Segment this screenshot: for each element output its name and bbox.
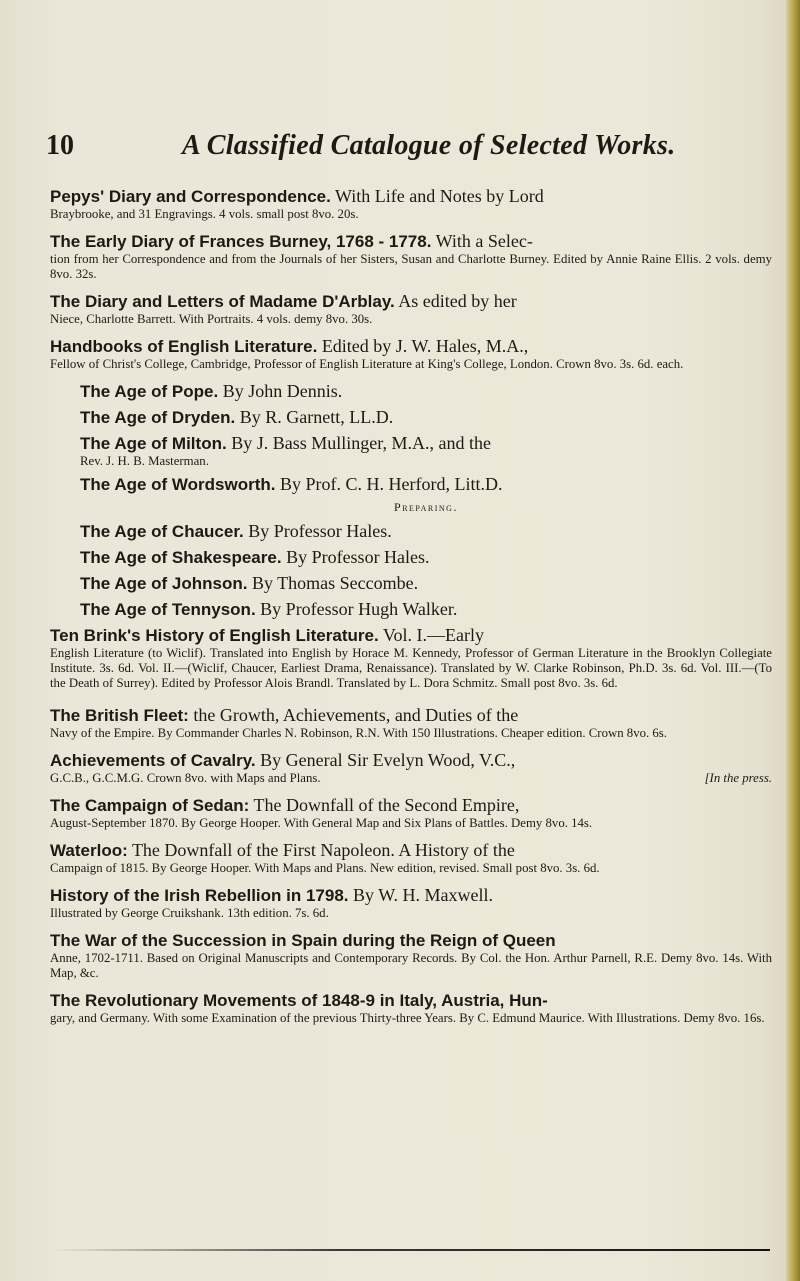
running-title: A Classified Catalogue of Selected Works. — [182, 130, 676, 161]
catalogue-subentry — [50, 599, 772, 620]
entry-title-rest: Edited by J. W. Hales, M.A., — [317, 336, 529, 356]
entry-title: The Campaign of Sedan: — [50, 796, 250, 815]
entry-title-rest: By J. Bass Mullinger, M.A., and the — [226, 433, 491, 453]
catalogue-subentry — [50, 573, 772, 594]
page-number: 10 — [46, 130, 74, 161]
catalogue-entry — [50, 705, 772, 741]
entry-detail: August-September 1870. By George Hooper. With General Map and Six Plans of Battles. Demy 8vo. 14s. — [50, 816, 593, 830]
entry-title: The Age of Wordsworth. — [80, 475, 276, 494]
page-edge — [786, 0, 800, 1281]
entry-title-rest: By Professor Hugh Walker. — [255, 599, 458, 619]
entry-title-rest: Vol. I.—Early — [378, 625, 484, 645]
entry-title-rest: The Downfall of the Second Empire, — [249, 795, 520, 815]
entry-title: Achievements of Cavalry. — [50, 751, 256, 770]
entry-title: Waterloo: — [50, 841, 128, 860]
catalogue-subentry — [50, 433, 772, 469]
press-note: [In the press. — [704, 771, 772, 785]
entry-title: The War of the Succession in Spain during the Reign of Queen — [50, 931, 556, 950]
entry-detail: Navy of the Empire. By Commander Charles N. Robinson, R.N. With 150 Illustrations. Cheaper edition. Crown 8vo. 6s. — [50, 726, 667, 740]
entry-title: The Age of Chaucer. — [80, 522, 244, 541]
entry-title-rest: By John Dennis. — [218, 381, 343, 401]
entry-title: History of the Irish Rebellion in 1798. — [50, 886, 349, 905]
entry-title-rest: By Professor Hales. — [243, 521, 392, 541]
catalogue-entry — [50, 885, 772, 921]
entry-title: The Age of Pope. — [80, 382, 219, 401]
entry-title: The Revolutionary Movements of 1848-9 in Italy, Austria, Hun- — [50, 991, 548, 1010]
entry-title-rest: By Thomas Seccombe. — [247, 573, 419, 593]
catalogue-subentry — [50, 381, 772, 402]
entry-title-rest: By Prof. C. H. Herford, Litt.D. — [275, 474, 503, 494]
catalogue-subentry — [50, 521, 772, 542]
catalogue-subentry — [50, 474, 772, 495]
entry-title-rest: By Professor Hales. — [281, 547, 430, 567]
entry-detail: Niece, Charlotte Barrett. With Portraits. 4 vols. demy 8vo. 30s. — [50, 312, 373, 326]
catalogue-entry — [50, 930, 772, 981]
entry-title-rest: As edited by her — [394, 291, 517, 311]
entry-title: Pepys' Diary and Correspondence. — [50, 187, 331, 206]
entry-detail: gary, and Germany. With some Examination of the previous Thirty-three Years. By C. Edmund Maurice. With Illustrations. Demy 8vo. 16s. — [50, 1011, 765, 1025]
entry-title-rest: By W. H. Maxwell. — [348, 885, 494, 905]
catalogue-entry — [50, 625, 772, 691]
catalogue-entry — [50, 795, 772, 831]
entry-title: The Age of Johnson. — [80, 574, 248, 593]
catalogue-subentry — [50, 547, 772, 568]
preparing-label: Preparing. — [394, 500, 458, 514]
entry-detail: English Literature (to Wiclif). Translated into English by Horace M. Kennedy, Professor of German Literature in the Brooklyn Collegiate Institute. 3s. 6d. Vol. II.—(Wiclif, Chaucer, Earliest Drama, Renaissance). Translated by W. Clarke Robinson, Ph.D. 3s. 6d. Vol. III.—(To the Death of Surrey). Edited by Professor Alois Brandl. Translated by L. Dora Schmitz. Small post 8vo. 3s. 6d. — [50, 646, 772, 690]
entry-title: Ten Brink's History of English Literature. — [50, 626, 379, 645]
entry-detail: Braybrooke, and 31 Engravings. 4 vols. small post 8vo. 20s. — [50, 207, 359, 221]
entry-title-rest: With a Selec- — [431, 231, 533, 251]
catalogue-subentry — [50, 407, 772, 428]
entry-title: The Age of Shakespeare. — [80, 548, 282, 567]
entry-title-rest: By R. Garnett, LL.D. — [235, 407, 394, 427]
entry-title: The British Fleet: — [50, 706, 189, 725]
catalogue-entry — [50, 186, 772, 222]
entry-title: The Early Diary of Frances Burney, 1768 - 1778. — [50, 232, 432, 251]
entry-detail: G.C.B., G.C.M.G. Crown 8vo. with Maps and Plans. — [50, 771, 321, 785]
entry-title: The Age of Tennyson. — [80, 600, 256, 619]
entry-title-rest: With Life and Notes by Lord — [330, 186, 544, 206]
entry-detail: Anne, 1702-1711. Based on Original Manuscripts and Contemporary Records. By Col. the Hon. Arthur Parnell, R.E. Demy 8vo. 14s. With Map, &c. — [50, 951, 772, 980]
catalogue-entry — [50, 336, 772, 372]
entry-title: The Age of Dryden. — [80, 408, 236, 427]
entry-title-rest: The Downfall of the First Napoleon. A History of the — [127, 840, 515, 860]
entry-title: The Age of Milton. — [80, 434, 227, 453]
catalogue-entry — [50, 840, 772, 876]
entry-detail: Rev. J. H. B. Masterman. — [80, 454, 209, 468]
entry-detail: tion from her Correspondence and from the Journals of her Sisters, Susan and Charlotte Burney. Edited by Annie Raine Ellis. 2 vols. demy 8vo. 32s. — [50, 252, 772, 281]
catalogue-entry — [50, 231, 772, 282]
catalogue-entry — [50, 750, 772, 786]
entry-title: Handbooks of English Literature. — [50, 337, 318, 356]
page-header — [46, 130, 766, 170]
entry-title: The Diary and Letters of Madame D'Arblay. — [50, 292, 395, 311]
entry-title-rest: By General Sir Evelyn Wood, V.C., — [255, 750, 516, 770]
entry-detail: Campaign of 1815. By George Hooper. With Maps and Plans. New edition, revised. Small post 8vo. 3s. 6d. — [50, 861, 600, 875]
bottom-rule — [50, 1249, 770, 1251]
entry-detail: Illustrated by George Cruikshank. 13th edition. 7s. 6d. — [50, 906, 329, 920]
catalogue-content — [50, 186, 772, 1035]
entry-detail: Fellow of Christ's College, Cambridge, Professor of English Literature at King's College, London. Crown 8vo. 3s. 6d. each. — [50, 357, 684, 371]
catalogue-entry — [50, 291, 772, 327]
catalogue-entry — [50, 990, 772, 1026]
entry-title-rest: the Growth, Achievements, and Duties of the — [188, 705, 519, 725]
